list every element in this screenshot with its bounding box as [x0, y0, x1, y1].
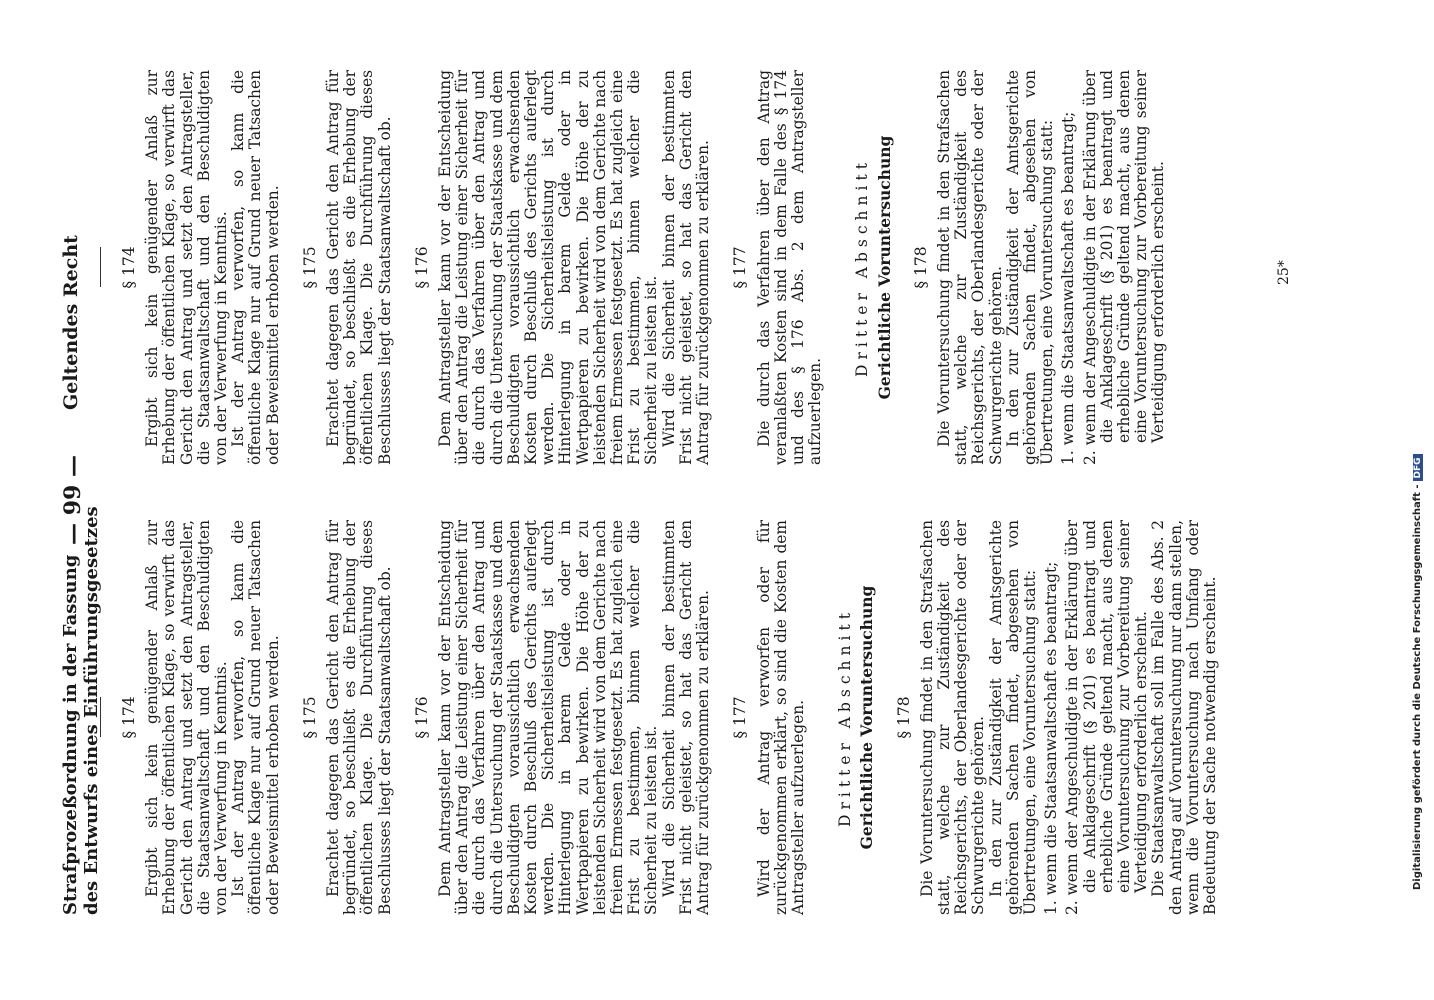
right-column	[92, 70, 1168, 465]
left-title-line1: Strafprozeßordnung in der Fassung	[60, 554, 81, 915]
dfg-logo: DFG	[1413, 454, 1423, 481]
abschnitt-title: Gerichtliche Voruntersuchung	[857, 585, 877, 850]
section-heading: § 174	[120, 696, 138, 739]
left-colhead-rule	[100, 520, 101, 915]
section-heading: § 178	[911, 246, 930, 289]
divider	[100, 248, 101, 288]
paragraph: Ist der Antrag verworfen, so kann die öffentliche Klage nur auf Grund neuer Tatsachen oder Beweismittel erhoben werden.	[229, 70, 282, 465]
paragraph: Wird der Antrag verworfen oder für zurückgenommen erklärt, so sind die Kosten dem Antragsteller aufzuerlegen.	[754, 520, 807, 915]
section-heading: § 177	[731, 246, 750, 289]
paragraph: Die durch das Verfahren über den Antrag veranlaßten Kosten sind in dem Falle des § 174 und des § 176 Abs. 2 dem Antragsteller aufzuerlegen.	[754, 70, 825, 465]
paragraph: Wird die Sicherheit binnen der bestimmten Frist nicht geleistet, so hat das Gericht den Antrag für zurückgenommen zu erklären.	[659, 520, 713, 915]
paragraph: Erachtet dagegen das Gericht den Antrag für begründet, so beschließt es die Erhebung der öffentlichen Klage. Die Durchführung dieses Beschlusses liegt der Staatsanwaltschaft ob.	[324, 70, 394, 465]
abschnitt-label: Dritter Abschnitt	[836, 608, 855, 827]
paragraph: Ergibt sich kein genügender Anlaß zur Erhebung der öffentlichen Klage, so verwirft das Gericht den Antrag und setzt den Antragsteller, die Staatsanwaltschaft und den Beschuldigten von der Verwerfung in Kenntnis.	[143, 520, 231, 915]
paragraph: Wird die Sicherheit binnen der bestimmten Frist nicht geleistet, so hat das Gericht den Antrag für zurückgenommen zu erklären.	[659, 70, 713, 465]
list-item: 2. wenn der Angeschuldigte in der Erklärung über die Anklageschrift (§ 201) es beantragt und erhebliche Gründe geltend macht, aus denen eine Voruntersuchung zur Vorbereitung seiner Verteidigung erforderlich erscheint.	[1063, 520, 1151, 915]
paragraph: Die Voruntersuchung findet in den Strafsachen statt, welche zur Zuständigkeit des Reichsgerichts, der Oberlandesgerichte oder der Schwurgerichte gehören.	[934, 70, 1005, 465]
section-heading: § 175	[300, 696, 319, 739]
paragraph: Dem Antragsteller kann vor der Entscheidung über den Antrag die Leistung einer Sicherheit für die durch das Verfahren über den Antrag und durch die Untersuchung der Staatskasse und dem Beschuldigten voraussichtlich erwachsenden Kosten durch Beschluß des Gerichts auferlegt werden. Die Sicherheitsleistung ist durch Hinterlegung in barem Gelde oder in Wertpapieren zu bewirken. Die Höhe der zu leistenden Sicherheit wird von dem Gerichte nach freiem Ermessen festgesetzt. Es hat zugleich eine Frist zu bestimmen, binnen welcher die Sicherheit zu leisten ist.	[436, 520, 661, 915]
section-heading: § 176	[412, 696, 431, 739]
abschnitt-label: Dritter Abschnitt	[853, 158, 872, 377]
section-heading: § 178	[894, 696, 913, 739]
section-heading: § 174	[120, 246, 138, 289]
paragraph: Erachtet dagegen das Gericht den Antrag für begründet, so beschließt es die Erhebung der öffentlichen Klage. Die Durchführung dieses Beschlusses liegt der Staatsanwaltschaft ob.	[324, 520, 394, 915]
paragraph: Ist der Antrag verworfen, so kann die öffentliche Klage nur auf Grund neuer Tatsachen oder Beweismittel erhoben werden.	[229, 520, 282, 915]
list-item: 1. wenn die Staatsanwaltschaft es beantragt;	[1042, 561, 1061, 915]
left-title-line2: des Entwurfs eines Einführungsgesetzes	[81, 506, 102, 915]
paragraph: Dem Antragsteller kann vor der Entscheidung über den Antrag die Leistung einer Sicherheit für die durch das Verfahren über den Antrag und durch die Untersuchung der Staatskasse und dem Beschuldigten voraussichtlich erwachsenden Kosten durch Beschluß des Gerichts auferlegt werden. Die Sicherheitsleistung ist durch Hinterlegung in barem Gelde oder in Wertpapieren zu bewirken. Die Höhe der zu leistenden Sicherheit wird von dem Gerichte nach freiem Ermessen festgesetzt. Es hat zugleich eine Frist zu bestimmen, binnen welcher die Sicherheit zu leisten ist.	[436, 70, 661, 465]
paragraph: Die Staatsanwaltschaft soll im Falle des Abs. 2 den Antrag auf Voruntersuchung nur dann stellen, wenn die Voruntersuchung nach Umfang oder Bedeutung der Sache notwendig erscheint.	[1149, 520, 1219, 915]
right-colhead-rule	[100, 70, 101, 465]
section-heading: § 176	[412, 246, 431, 289]
digitization-footer	[1412, 90, 1423, 890]
divider	[100, 698, 101, 738]
printer-signature: 25*	[1276, 260, 1292, 285]
paragraph: In den zur Zuständigkeit der Amtsgerichte gehörenden Sachen findet, abgesehen von Übertretungen, eine Voruntersuchung statt:	[986, 520, 1039, 915]
paragraph: Die Voruntersuchung findet in den Strafsachen statt, welche zur Zuständigkeit des Reichsgerichts, der Oberlandesgerichte oder der Schwurgerichte gehören.	[917, 520, 988, 915]
left-column	[92, 520, 1219, 915]
page-number: — 99 —	[60, 455, 86, 545]
list-item: 2. wenn der Angeschuldigte in der Erklärung über die Anklageschrift (§ 201) es beantragt und erhebliche Gründe geltend macht, aus denen eine Voruntersuchung zur Vorbereitung seiner Verteidigung erforderlich erscheint.	[1080, 70, 1168, 465]
paragraph: In den zur Zuständigkeit der Amtsgerichte gehörenden Sachen findet, abgesehen von Übertretungen, eine Voruntersuchung statt:	[1003, 70, 1057, 465]
list-item: 1. wenn die Staatsanwaltschaft es beantragt;	[1059, 111, 1078, 465]
section-heading: § 177	[731, 696, 750, 739]
section-heading: § 175	[300, 246, 319, 289]
right-column-title: Geltendes Recht	[60, 235, 82, 410]
footer-text: Digitalisierung gefördert durch die Deutsche Forschungsgemeinschaft -	[1412, 484, 1423, 890]
paragraph: Ergibt sich kein genügender Anlaß zur Erhebung der öffentlichen Klage, so verwirft das Gericht den Antrag und setzt den Antragsteller, die Staatsanwaltschaft und den Beschuldigten von der Verwerfung in Kenntnis.	[143, 70, 231, 465]
abschnitt-title: Gerichtliche Voruntersuchung	[874, 135, 894, 400]
